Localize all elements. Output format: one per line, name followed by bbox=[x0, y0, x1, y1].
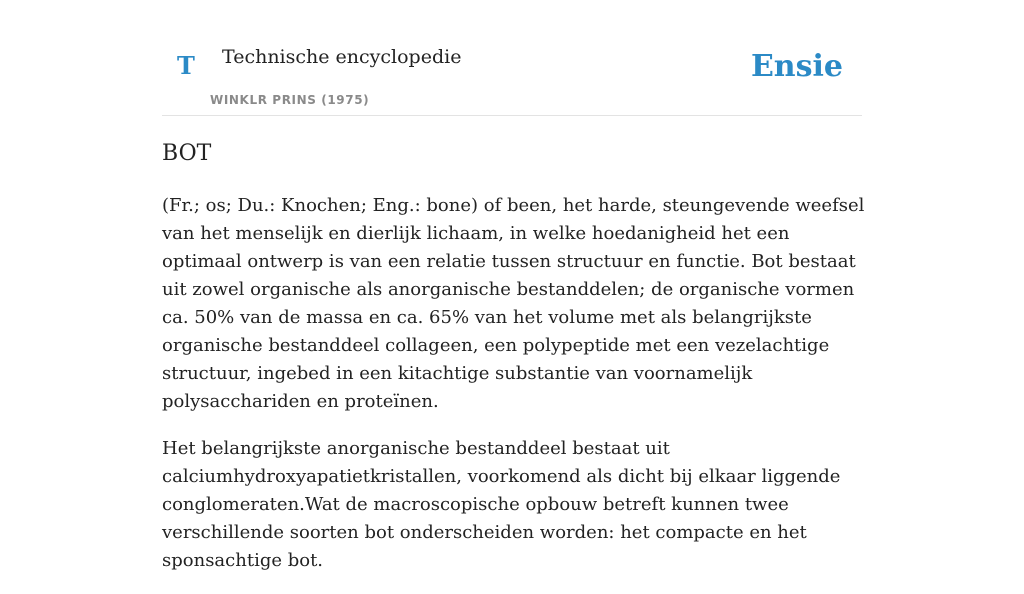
entry-paragraph-2: Het belangrijkste anorganische bestanddeel bestaat uit calciumhydroxyapatietkristallen, voorkomend als dicht bij elkaar liggende conglomeraten.Wat de macroscopische opbouw betreft kunnen twee verschillende soorten bot onderscheiden worden: het compacte en het sponsachtige bot. bbox=[162, 438, 841, 571]
encyclopedia-logo-icon[interactable]: T bbox=[177, 51, 195, 80]
entry-title: BOT bbox=[162, 141, 212, 166]
ensie-brand-logo[interactable]: Ensie bbox=[750, 49, 843, 84]
edition-label: WINKLR PRINS (1975) bbox=[210, 93, 370, 107]
encyclopedia-header bbox=[162, 0, 862, 116]
entry-body bbox=[162, 192, 866, 594]
entry-paragraph-1: (Fr.; os; Du.: Knochen; Eng.: bone) of been, het harde, steungevende weefsel van het menselijk en dierlijk lichaam, in welke hoedanigheid het een optimaal ontwerp is van een relatie tussen structuur en functie. Bot bestaat uit zowel organische als anorganische bestanddelen; de organische vormen ca. 50% van de massa en ca. 65% van het volume met als belangrijkste organische bestanddeel collageen, een polypeptide met een vezelachtige structuur, ingebed in een kitachtige substantie van voornamelijk polysacchariden en proteïnen. bbox=[162, 195, 865, 412]
encyclopedia-title-link[interactable]: Technische encyclopedie bbox=[222, 46, 462, 68]
